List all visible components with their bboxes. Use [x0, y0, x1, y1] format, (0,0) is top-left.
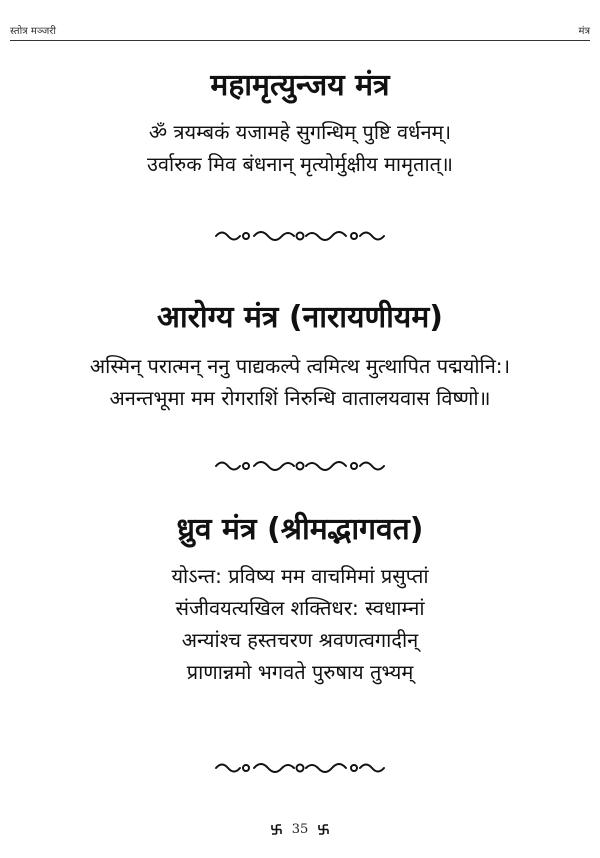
- ornamental-divider-icon: [210, 758, 390, 778]
- chapter-title: मंत्र: [578, 26, 590, 37]
- verse-block: [0, 350, 600, 414]
- verse-line: योऽन्त: प्रविष्य मम वाचमिमां प्रसुप्तां: [171, 564, 429, 588]
- verse-line: ॐ त्रयम्बकं यजामहे सुगन्धिम् पुष्टि वर्धनम्।: [148, 120, 452, 144]
- mantra-section-arogya: [0, 300, 600, 414]
- running-header: [10, 20, 590, 41]
- section-title: आरोग्य मंत्र (नारायणीयम): [156, 300, 443, 335]
- page-footer: [0, 822, 600, 837]
- mantra-section-mahamrityunjay: [0, 68, 600, 180]
- verse-line: अस्मिन् परात्मन् ननु पाद्यकल्पे त्वमित्थ मुत्थापित पद्मयोनि:।: [89, 354, 511, 378]
- verse-block: [0, 560, 600, 688]
- verse-line: अन्यांश्च हस्तचरण श्रवणत्वगादीन्: [181, 628, 419, 652]
- swastika-mark-icon: [318, 824, 329, 835]
- swastika-mark-icon: [271, 824, 282, 835]
- verse-line: अनन्तभूमा मम रोगराशिं निरुन्धि वातालयवास विष्णो॥: [109, 386, 491, 410]
- verse-line: संजीवयत्यखिल शक्तिधर: स्वधाम्नां: [175, 596, 425, 620]
- ornamental-divider-icon: [210, 226, 390, 246]
- verse-block: [0, 116, 600, 180]
- page-number: 35: [291, 822, 309, 837]
- verse-line: उर्वारुक मिव बंधनान् मृत्योर्मुक्षीय मामृतात्॥: [146, 152, 454, 176]
- section-title: ध्रुव मंत्र (श्रीमद्भागवत): [176, 512, 424, 547]
- ornamental-divider-icon: [210, 456, 390, 476]
- verse-line: प्राणान्नमो भगवते पुरुषाय तुभ्यम्: [186, 660, 414, 684]
- section-title: महामृत्युन्जय मंत्र: [210, 68, 390, 103]
- book-title: स्तोत्र मञ्जरी: [10, 26, 56, 37]
- mantra-section-dhruv: [0, 512, 600, 688]
